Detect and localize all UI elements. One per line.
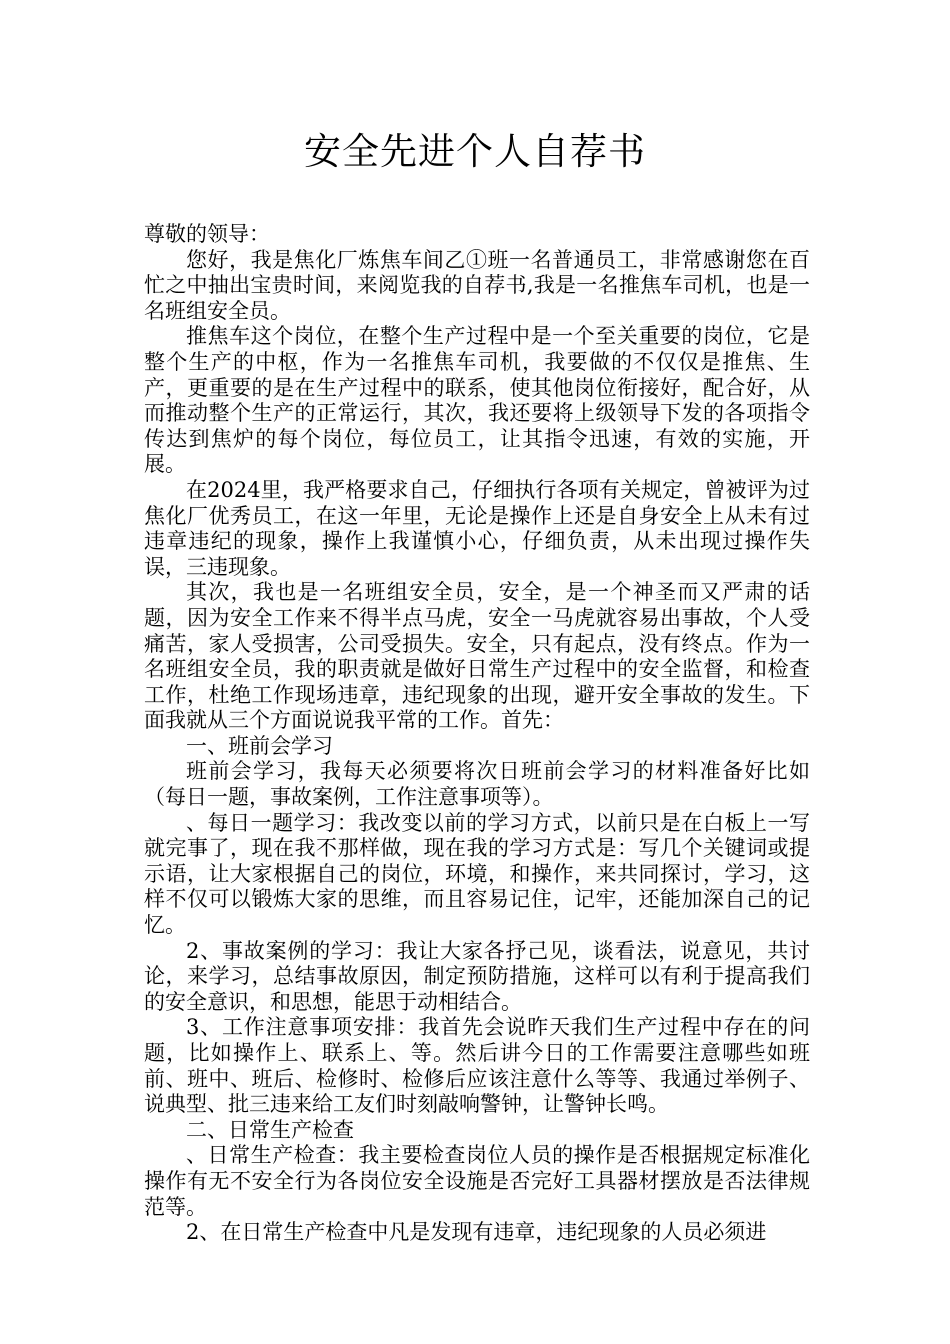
paragraph-daily-question: 、每日一题学习：我改变以前的学习方式，以前只是在白板上一写就完事了，现在我不那样做，现在我的学习方式是：写几个关键词或提示语，让大家根据自己的岗位，环境，和操作，来共同探讨，学习，这样不仅可以锻炼大家的思维，而且容易记住，记牢，还能加深自己的记忆。 bbox=[144, 810, 810, 938]
document-title: 安全先进个人自荐书 bbox=[304, 130, 646, 173]
paragraph-work-notes: 3、工作注意事项安排：我首先会说昨天我们生产过程中存在的问题，比如操作上、联系上、等。然后讲今日的工作需要注意哪些如班前、班中、班后、检修时、检修后应该注意什么等等、我通过举例子、说典型、批三违来给工友们时刻敲响警钟，让警钟长鸣。 bbox=[144, 1015, 810, 1117]
salutation: 尊敬的领导： bbox=[144, 222, 270, 246]
paragraph-greeting: 您好，我是焦化厂炼焦车间乙①班一名普通员工，非常感谢您在百忙之中抽出宝贵时间，来阅览我的自荐书,我是一名推焦车司机，也是一名班组安全员。 bbox=[144, 247, 810, 323]
paragraph-violations: 2、在日常生产检查中凡是发现有违章，违纪现象的人员必须进 bbox=[186, 1220, 767, 1245]
section-heading-pre-shift-meeting: 一、班前会学习 bbox=[186, 733, 333, 758]
section-heading-daily-inspection: 二、日常生产检查 bbox=[186, 1117, 354, 1142]
paragraph-safety-officer: 其次，我也是一名班组安全员，安全，是一个神圣而又严肃的话题，因为安全工作来不得半点马虎，安全一马虎就容易出事故，个人受痛苦，家人受损害，公司受损失。安全，只有起点，没有终点。作为一名班组安全员，我的职责就是做好日常生产过程中的安全监督，和检查工作，杜绝工作现场违章，违纪现象的出现，避开安全事故的发生。下面我就从三个方面说说我平常的工作。首先： bbox=[144, 580, 810, 733]
document-body bbox=[144, 222, 810, 1246]
paragraph-accident-cases: 2、事故案例的学习：我让大家各抒己见，谈看法，说意见，共讨论，来学习，总结事故原因，制定预防措施，这样可以有利于提高我们的安全意识，和思想，能思于动相结合。 bbox=[144, 938, 810, 1014]
paragraph-pusher-role: 推焦车这个岗位，在整个生产过程中是一个至关重要的岗位，它是整个生产的中枢，作为一名推焦车司机，我要做的不仅仅是推焦、生产，更重要的是在生产过程中的联系，使其他岗位衔接好，配合好，从而推动整个生产的正常运行，其次，我还要将上级领导下发的各项指令传达到焦炉的每个岗位，每位员工，让其指令迅速，有效的实施，开展。 bbox=[144, 324, 810, 477]
paragraph-daily-inspection: 、日常生产检查：我主要检查岗位人员的操作是否根据规定标准化操作有无不安全行为各岗位安全设施是否完好工具器材摆放是否法律规范等。 bbox=[144, 1143, 810, 1219]
paragraph-pre-shift-study: 班前会学习，我每天必须要将次日班前会学习的材料准备好比如（每日一题，事故案例，工作注意事项等）。 bbox=[144, 759, 810, 810]
paragraph-year-record: 在2024里，我严格要求自己，仔细执行各项有关规定，曾被评为过焦化厂优秀员工，在这一年里，无论是操作上还是自身安全上从未有过违章违纪的现象，操作上我谨慎小心，仔细负责，从未出现过操作失误，三违现象。 bbox=[144, 477, 810, 579]
